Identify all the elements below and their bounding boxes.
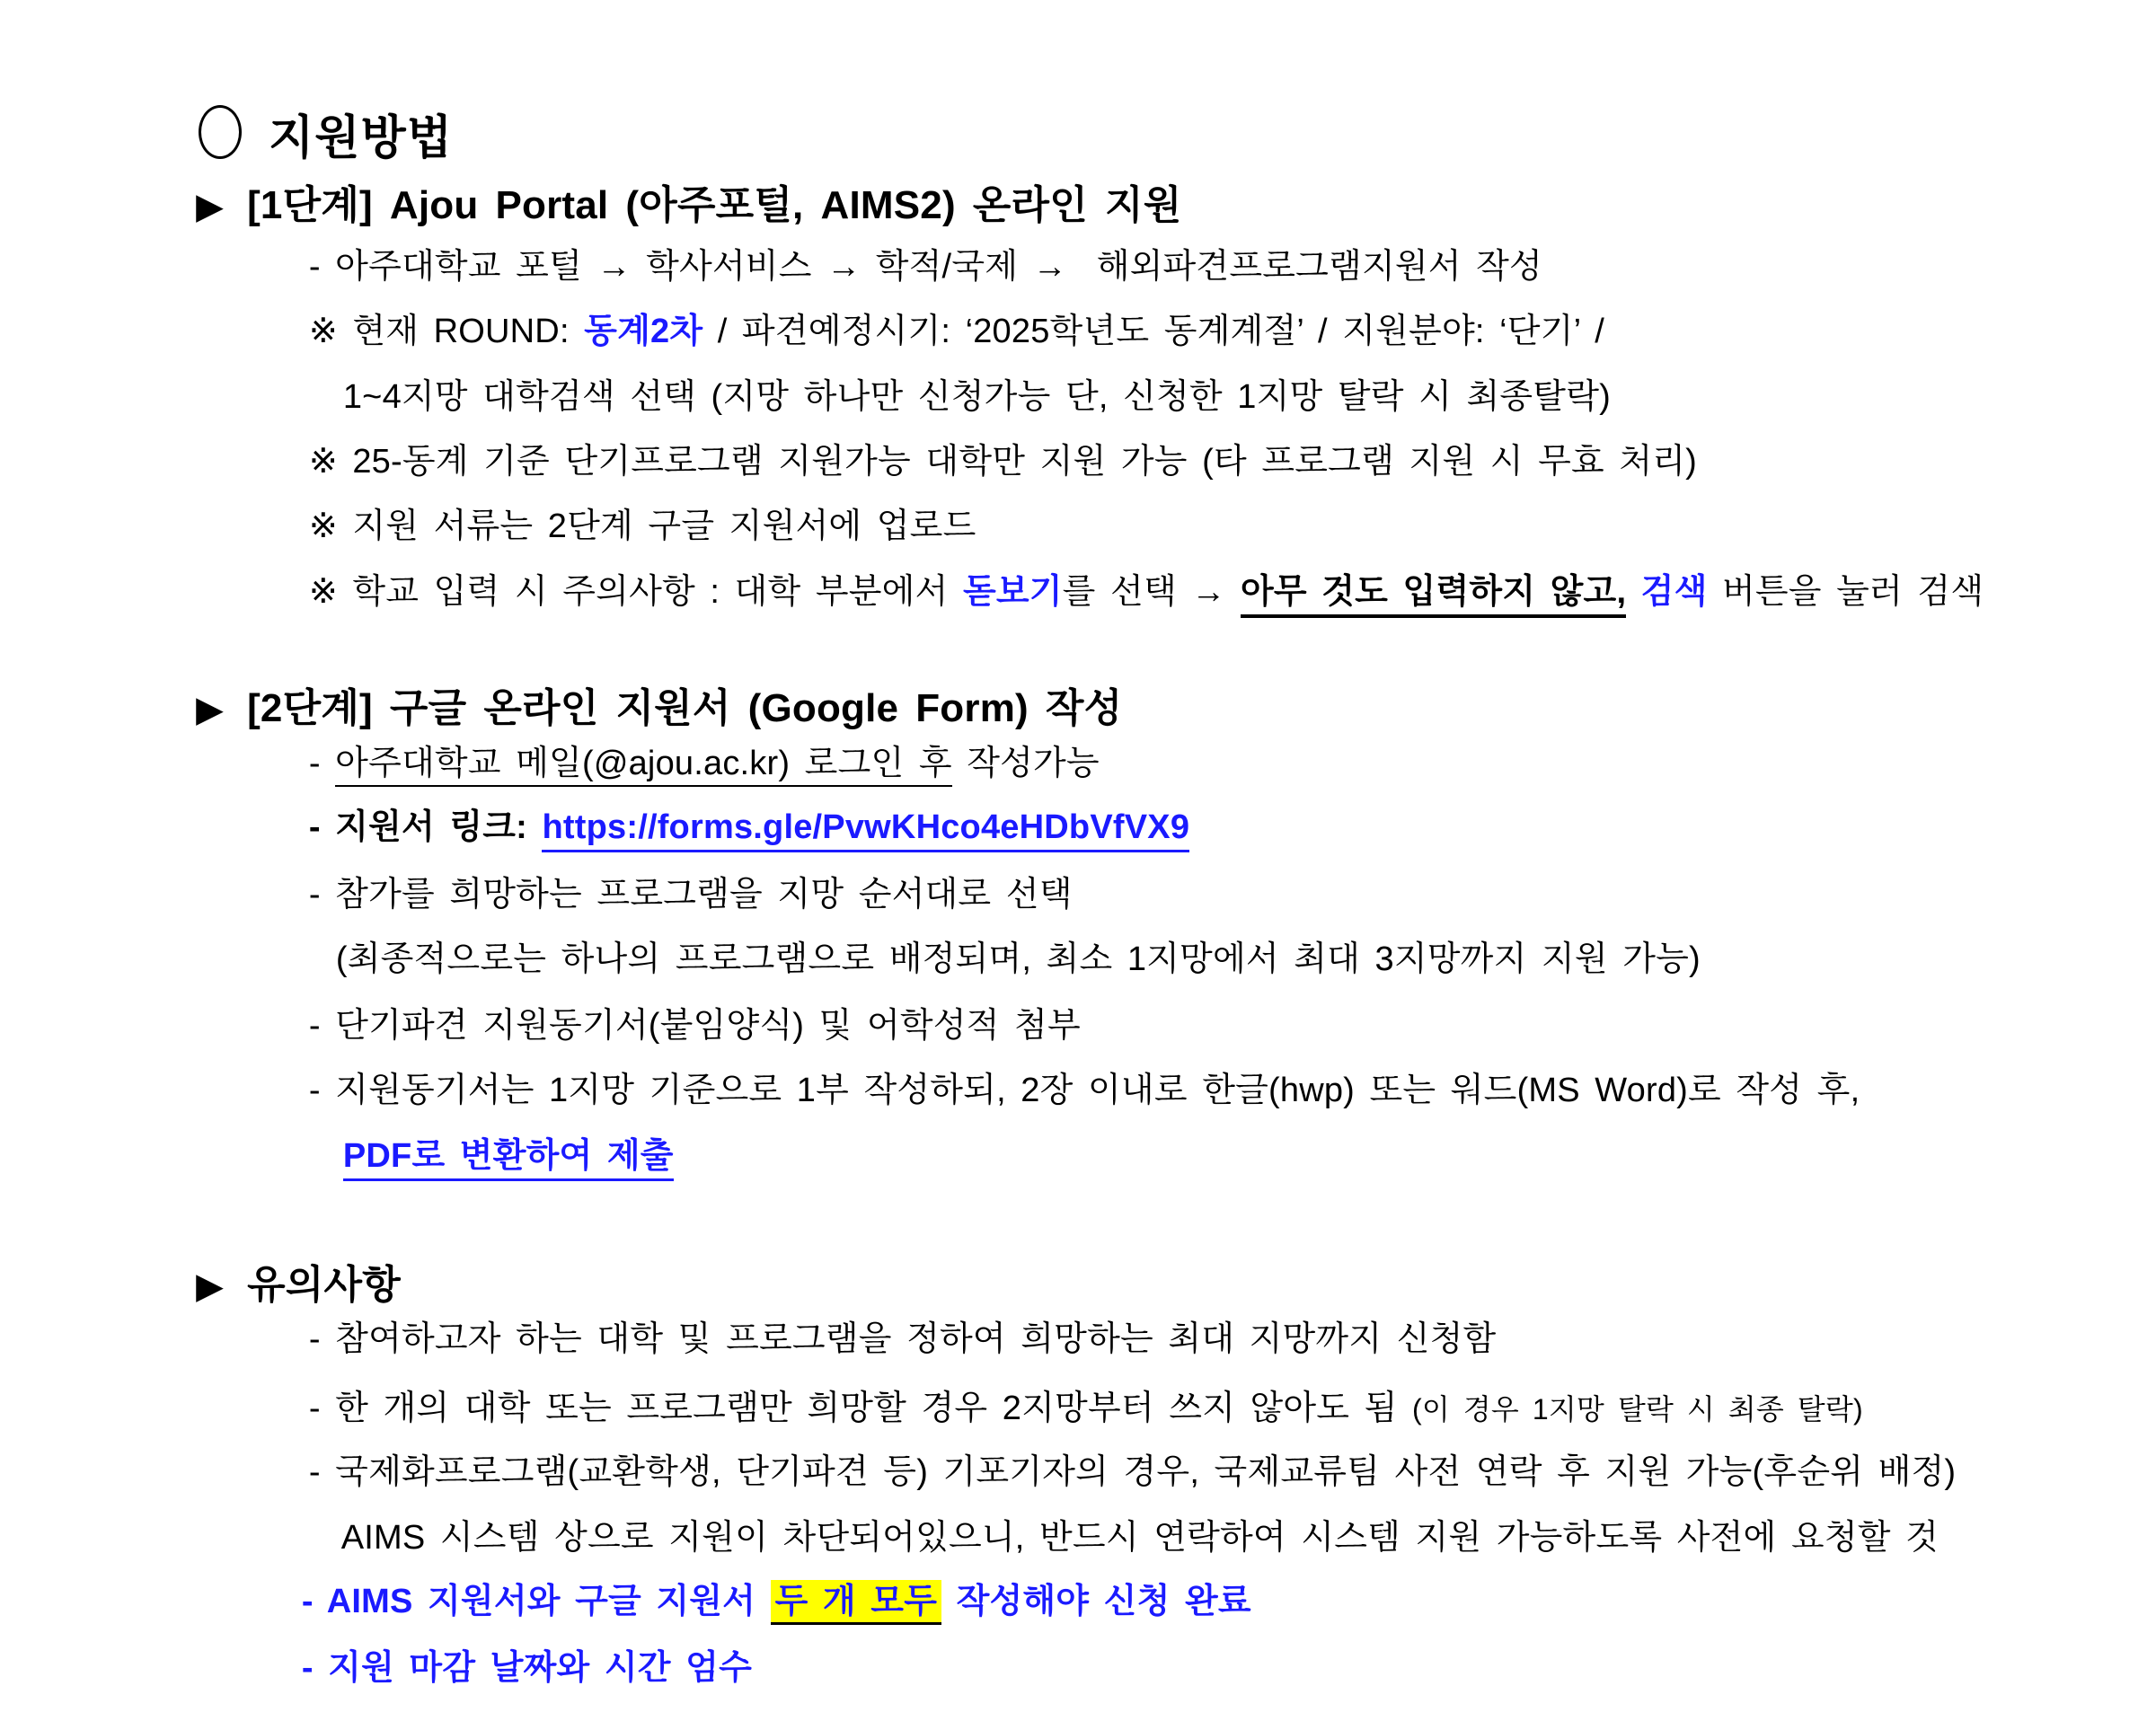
text-segment: -	[308, 744, 336, 782]
text-segment: 를 선택 →	[1062, 572, 1241, 611]
text-segment: ※ 25-동계 기준 단기프로그램 지원가능 대학만 지원 가능 (타 프로그램 지원 시 무효 처리)	[308, 442, 1698, 481]
arrow-bullet-icon: ▶	[196, 187, 225, 226]
both-forms-highlight: 두 개 모두	[771, 1580, 942, 1625]
search-button-label: 검색	[1640, 572, 1708, 611]
step2-pdf-submit	[284, 1092, 674, 1221]
form-url-link[interactable]: https://forms.gle/PvwKHco4eHDbVfVX9	[542, 808, 1189, 852]
text-segment: (최종적으로는 하나의 프로그램으로 배정되며, 최소 1지망에서 최대 3지망까지 지원 가능)	[335, 940, 1701, 978]
text-segment: / 파견예정시기: ‘2025학년도 동계계절’ / 지원분야: ‘단기’ /	[702, 312, 1605, 350]
text-segment: - 국제화프로그램(교환학생, 단기파견 등) 기포기자의 경우, 국제교류팀 사전 연락 후 지원 가능(후순위 배정)	[308, 1452, 1957, 1491]
text-segment: - 한 개의 대학 또는 프로그램만 희망할 경우 2지망부터 쓰지 않아도 됨	[308, 1389, 1413, 1427]
step1-heading-text: [1단계] Ajou Portal (아주포털, AIMS2) 온라인 지원	[247, 183, 1182, 227]
small-note: (이 경우 1지망 탈락 시 최종 탈락)	[1412, 1392, 1863, 1425]
notice-deadline	[243, 1604, 752, 1721]
magnifier-label: 돋보기	[962, 572, 1063, 611]
text-segment: 1~4지망 대학검색 선택 (지망 하나만 신청가능 단, 신청한 1지망 탈락 시 최종탈락)	[342, 377, 1611, 416]
text-segment: AIMS 시스템 상으로 지원이 차단되어있으니, 반드시 연락하여 시스템 지원 가능하도록 사전에 요청할 것	[340, 1518, 1940, 1557]
page-title-text: 지원방법	[269, 112, 453, 164]
text-segment: 버튼을 눌러 검색	[1707, 572, 1984, 611]
text-segment: - 단기파견 지원동기서(붙임양식) 및 어학성적 첨부	[308, 1006, 1081, 1045]
text-segment: - 참가를 희망하는 프로그램을 지망 순서대로 선택	[308, 875, 1073, 913]
emphasized-no-input: 아무 것도 입력하지 않고,	[1241, 573, 1626, 618]
form-link-label: - 지원서 링크:	[308, 808, 543, 846]
text-segment: - 지원동기서는 1지망 기준으로 1부 작성하되, 2장 이내로 한글(hwp) 또는 워드(MS Word)로 작성 후,	[308, 1071, 1860, 1109]
text-segment: ※ 현재 ROUND:	[308, 312, 585, 350]
arrow-bullet-icon: ▶	[196, 1266, 225, 1306]
text-segment	[1626, 573, 1640, 611]
notice-heading-text: 유의사항	[247, 1263, 401, 1307]
text-segment: - AIMS 지원서와 구글 지원서	[301, 1582, 771, 1620]
step2-heading-text: [2단계] 구글 온라인 지원서 (Google Form) 작성	[247, 686, 1123, 730]
text-segment: ※ 학교 입력 시 주의사항 : 대학 부분에서	[308, 572, 963, 611]
text-segment: 작성가능	[951, 744, 1100, 782]
mail-login-underlined: 아주대학교 메일(@ajou.ac.kr) 로그인 후	[335, 745, 952, 787]
text-segment: 작성해야 신청 완료	[941, 1582, 1251, 1620]
round-value: 동계2차	[584, 312, 703, 350]
deadline-emphasis: - 지원 마감 날짜와 시간 엄수	[301, 1648, 752, 1687]
text-segment: - 참여하고자 하는 대학 및 프로그램을 정하여 희망하는 최대 지망까지 신청함	[308, 1319, 1497, 1358]
text-segment: ※ 지원 서류는 2단계 구글 지원서에 업로드	[308, 507, 976, 545]
text-segment: - 아주대학교 포털 → 학사서비스 → 학적/국제 → 해외파견프로그램지원서 작성	[308, 247, 1542, 286]
arrow-bullet-icon: ▶	[196, 690, 225, 729]
pdf-submit-emphasis: PDF로 변환하여 제출	[343, 1137, 674, 1181]
